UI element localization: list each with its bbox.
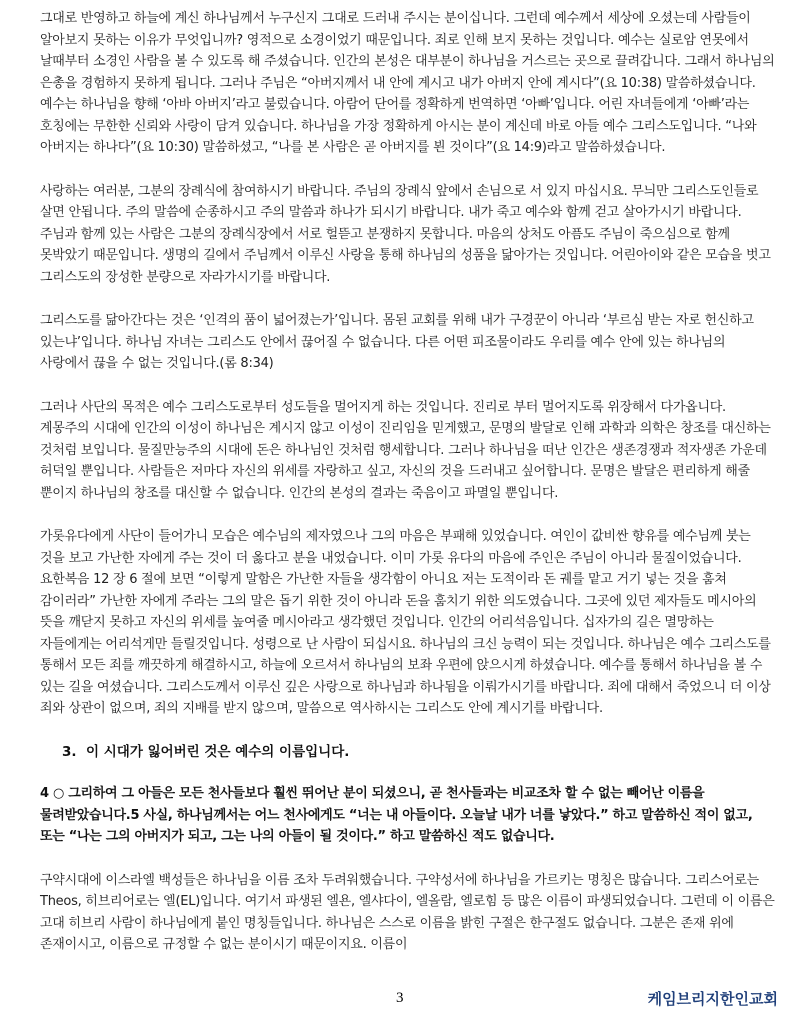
paragraph-2: 사랑하는 여러분, 그분의 장례식에 참여하시기 바랍니다. 주님의 장례식 앞에서 손님으로 서 있지 마십시요. 무늬만 그리스도인들로 살면 안됩니다. 주의 말씀에 순종하시고 주의 말씀과 하나가 되시기 바랍니다. 내가 죽고 예수와 함께 걷고 살아가시기 바랍니다. 주님과 함께 있는 사람은 그분의 장례식장에서 서로 헐뜯고 분쟁하지 못합니다. 마음의 상처도 아픔도 주님이 죽으심으로 함께 못박았기 때문입니다. 생명의 길에서 주님께서 이루신 사랑을 통해 하나님의 성품을 닮아가는 것입니다. 어린아이와 같은 모습을 벗고 그리스도의 장성한 분량으로 자라가시기를 바랍니다. bbox=[40, 183, 771, 285]
scripture-quote: 4 ○ 그리하여 그 아들은 모든 천사들보다 훨씬 뛰어난 분이 되셨으니, 곧 천사들과는 비교조차 할 수 없는 빼어난 이름을 물려받았습니다.5 사실, 하나님께서는 어느 천사에게도 “너는 내 아들이다. 오늘날 내가 너를 낳았다.” 하고 말씀하신 적이 없고, 또는 “나는 그의 아버지가 되고, 그는 나의 아들이 될 것이다.” 하고 말씀하신 적도 없습니다. bbox=[40, 786, 753, 844]
document-body bbox=[40, 8, 776, 978]
section-number: 3. bbox=[62, 743, 77, 760]
paragraph-5: 가롯유다에게 사단이 들어가니 모습은 예수님의 제자였으나 그의 마음은 부패해 있었습니다. 여인이 값비싼 향유를 예수님께 붓는 것을 보고 가난한 자에게 주는 것이 더 옳다고 분을 내었습니다. 이미 가롯 유다의 마음에 주인은 주님이 아니라 물질이었습니다. 요한복음 12 장 6 절에 보면 “이렇게 말함은 가난한 자들을 생각함이 아니요 저는 도적이라 돈 궤를 맡고 거기 넣는 것을 훔쳐 감이러라” 가난한 자에게 주라는 그의 말은 돕기 위한 것이 아니라 돈을 훔치기 위한 의도였습니다. 그곳에 있던 제자들도 메시아의 뜻을 깨닫지 못하고 자신의 위세를 높여줄 메시아라고 생각했던 것입니다. 인간의 어리석음입니다. 십자가의 길은 멸망하는 자들에게는 어리석게만 들릴것입니다. 성령으로 난 사람이 되십시요. 하나님의 크신 능력이 되는 것입니다. 하나님은 예수 그리스도를 통해서 모든 죄를 깨끗하게 해결하시고, 하늘에 오르셔서 하나님의 보좌 우편에 앉으시게 하셨습니다. 예수를 통해서 하나님을 볼 수 있는 길을 여셨습니다. 그리스도께서 이루신 깊은 사랑으로 하나님과 하나됨을 이뤄가시기를 바랍니다. 죄에 대해서 죽었으니 더 이상 죄와 상관이 없으며, 죄의 지배를 받지 않으며, 말씀으로 역사하시는 그리스도 안에 계시기를 바랍니다. bbox=[40, 529, 771, 716]
paragraph-6: 구약시대에 이스라엘 백성들은 하나님을 이름 조차 두려워했습니다. 구약성서에 하나님을 가르키는 명칭은 많습니다. 그리스어로는 Theos, 히브리어로는 엘(EL)입니다. 여기서 파생된 엘욘, 엘샤다이, 엘올람, 엘로힘 등 많은 이름이 파생되었습니다. 그런데 이 이름은 고대 히브리 사람이 하나님에게 붙인 명칭들입니다. 하나님은 스스로 이름을 밝힌 구절은 한구절도 없습니다. 그분은 존재 위에 존재이시고, 이름으로 규정할 수 없는 분이시기 때문이지요. 이름이 bbox=[40, 872, 775, 952]
section-heading bbox=[40, 742, 776, 764]
paragraph-1: 그대로 반영하고 하늘에 계신 하나님께서 누구신지 그대로 드러내 주시는 분이십니다. 그런데 예수께서 세상에 오셨는데 사람들이 알아보지 못하는 이유가 무엇입니까? 영적으로 소경이었기 때문입니다. 죄로 인해 보지 못하는 것입니다. 예수는 실로암 연못에서 날때부터 소경인 사람을 볼 수 있도록 해 주셨습니다. 인간의 본성은 대부분이 하나님을 거스르는 곳으로 끌려갑니다. 그래서 하나님의 은총을 경험하지 못하게 됩니다. 그러나 주님은 “아버지께서 내 안에 계시고 내가 아버지 안에 계시다”(요 10:38) 말씀하셨습니다. 예수는 하나님을 향해 ‘아바 아버지’라고 불렀습니다. 아람어 단어를 정확하게 번역하면 ‘아빠’입니다. 어린 자녀들에게 ‘아빠’라는 호칭에는 무한한 신뢰와 사랑이 담겨 있습니다. 하나님을 가장 정확하게 아시는 분이 계신데 바로 아들 예수 그리스도입니다. “나와 아버지는 하나다”(요 10:30) 말씀하셨고, “나를 본 사람은 곧 아버지를 뵌 것이다”(요 14:9)라고 말씀하셨습니다. bbox=[40, 11, 775, 155]
church-name: 케임브리지한인교회 bbox=[647, 990, 778, 1008]
paragraph-3: 그리스도를 닮아간다는 것은 ‘인격의 품이 넓어졌는가’입니다. 몸된 교회를 위해 내가 구경꾼이 아니라 ‘부르심 받는 자로 헌신하고 있는냐’입니다. 하나님 자녀는 그리스도 안에서 끊어질 수 없습니다. 다른 어떤 피조물이라도 우리를 예수 안에 있는 하나님의 사랑에서 끊을 수 없는 것입니다.(롬 8:34) bbox=[40, 313, 754, 371]
paragraph-4: 그러나 사단의 목적은 예수 그리스도로부터 성도들을 멀어지게 하는 것입니다. 진리로 부터 멀어지도록 위장해서 다가옵니다. 계몽주의 시대에 인간의 이성이 하나님은 계시지 않고 이성이 진리임을 믿게했고, 문명의 발달로 인해 과학과 의학은 창조를 대신하는 것처럼 보입니다. 물질만능주의 시대에 돈은 하나님인 것처럼 행세합니다. 그러나 하나님을 떠난 인간은 생존경쟁과 적자생존 가운데 허덕일 뿐입니다. 사람들은 저마다 자신의 위세를 자랑하고 싶고, 자신의 것을 드러내고 싶어합니다. 문명은 발달은 편리하게 해줄 뿐이지 하나님의 창조를 대신할 수 없습니다. 인간의 본성의 결과는 죽음이고 파멸일 뿐입니다. bbox=[40, 399, 771, 501]
page-number: 3 bbox=[396, 990, 404, 1006]
section-title: 이 시대가 잃어버린 것은 예수의 이름입니다. bbox=[86, 743, 350, 760]
